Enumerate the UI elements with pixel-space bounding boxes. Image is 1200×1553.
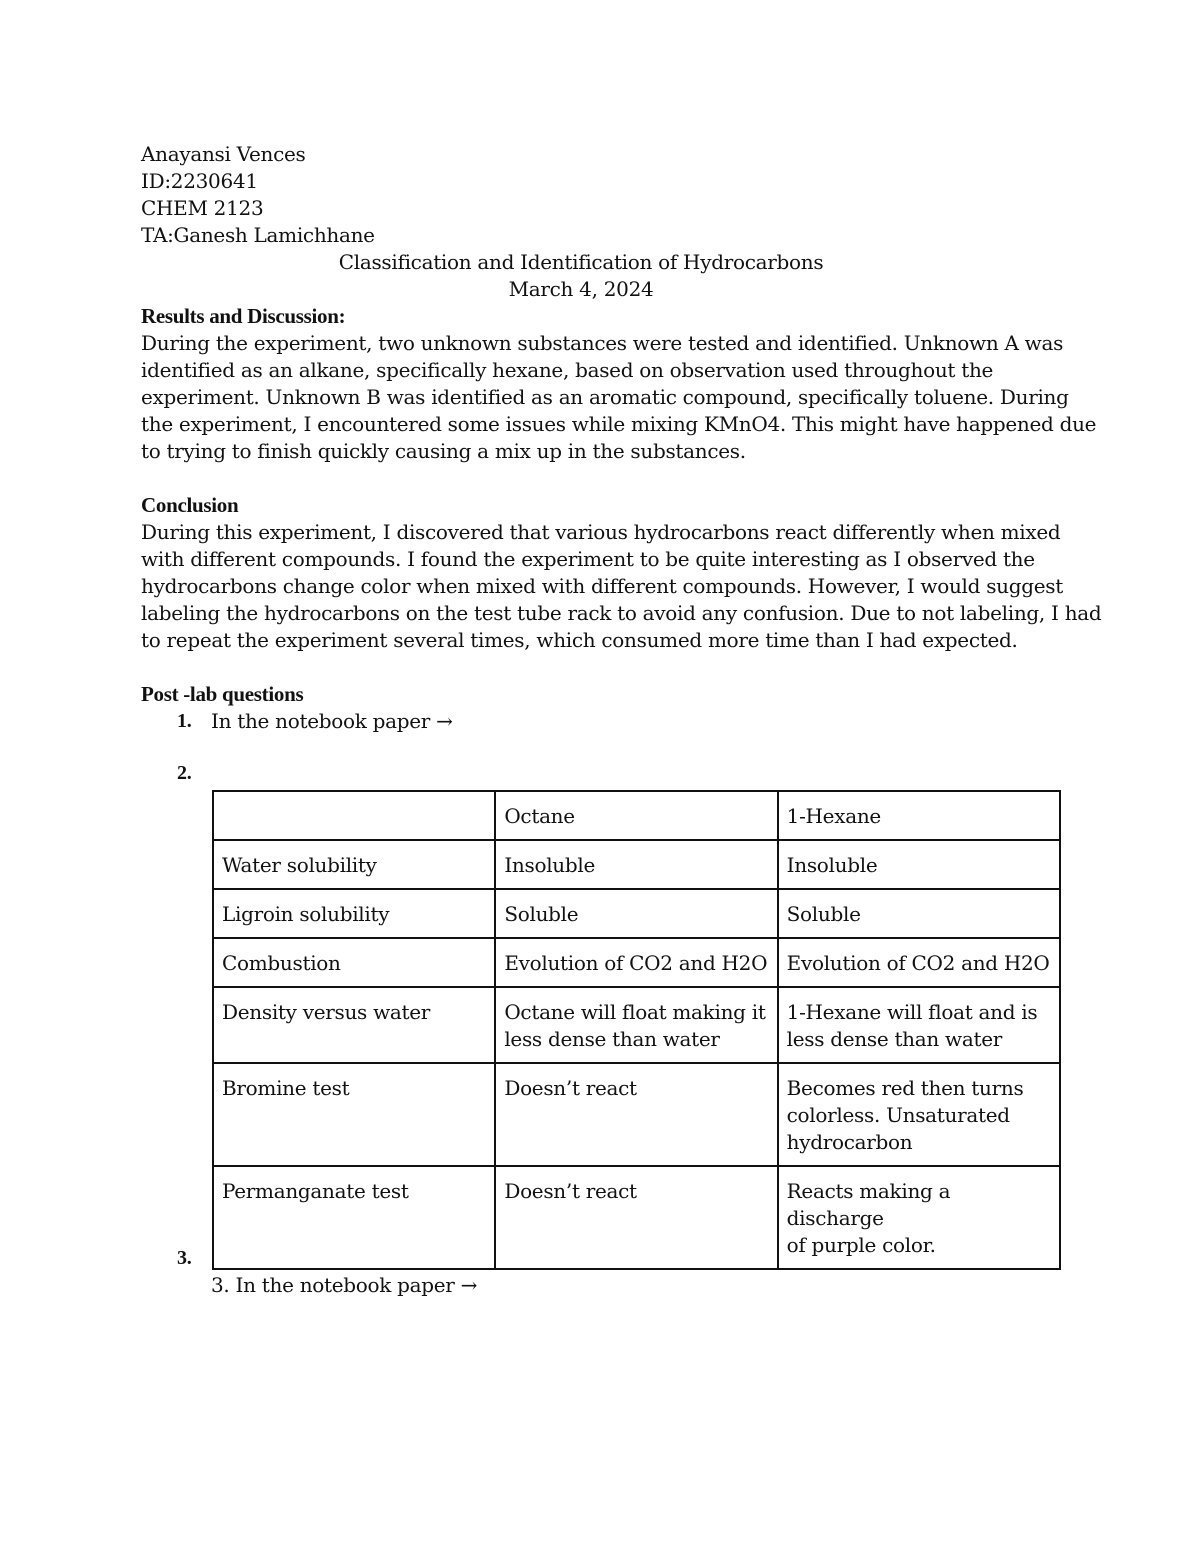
teaching-assistant: TA:Ganesh Lamichhane xyxy=(141,223,375,247)
report-title: Classification and Identification of Hydrocarbons xyxy=(338,250,824,274)
table-cell: Water solubility xyxy=(213,840,495,889)
conclusion-paragraph xyxy=(141,519,1102,654)
question-3-text: 3. In the notebook paper → xyxy=(211,1273,478,1297)
table-cell: Insoluble xyxy=(778,840,1060,889)
question-3-number: 3. xyxy=(177,1247,192,1269)
conclusion-line: During this experiment, I discovered that various hydrocarbons react differently when mixed xyxy=(141,520,1061,544)
table-row xyxy=(213,840,1060,889)
table-cell: Insoluble xyxy=(495,840,777,889)
author-name: Anayansi Vences xyxy=(141,142,306,166)
results-line: experiment. Unknown B was identified as an aromatic compound, specifically toluene. During xyxy=(141,385,1069,409)
results-paragraph xyxy=(141,330,1097,465)
table-cell: 1-Hexane will float and is less dense than water xyxy=(778,987,1060,1063)
table-cell: Octane will float making it less dense than water xyxy=(495,987,777,1063)
table-cell: Density versus water xyxy=(213,987,495,1063)
results-line: to trying to finish quickly causing a mix up in the substances. xyxy=(141,439,746,463)
table-header-cell: 1-Hexane xyxy=(778,791,1060,840)
spacer xyxy=(141,735,1061,762)
report-date: March 4, 2024 xyxy=(508,277,654,301)
table-cell: Evolution of CO2 and H2O xyxy=(495,938,777,987)
question-1 xyxy=(141,708,1061,735)
table-row xyxy=(213,987,1060,1063)
table-header-cell xyxy=(213,791,495,840)
table-cell: Bromine test xyxy=(213,1063,495,1166)
postlab-heading: Post -lab questions xyxy=(141,682,304,706)
conclusion-line: with different compounds. I found the experiment to be quite interesting as I observed the xyxy=(141,547,1035,571)
spacer xyxy=(141,465,1061,492)
table-row xyxy=(213,889,1060,938)
table-cell: Soluble xyxy=(495,889,777,938)
conclusion-line: hydrocarbons change color when mixed with different compounds. However, I would suggest xyxy=(141,574,1063,598)
results-heading: Results and Discussion: xyxy=(141,304,346,328)
table-row xyxy=(213,1063,1060,1166)
table-cell: Doesn’t react xyxy=(495,1166,777,1269)
results-line: identified as an alkane, specifically hexane, based on observation used throughout the xyxy=(141,358,994,382)
conclusion-line: to repeat the experiment several times, which consumed more time than I had expected. xyxy=(141,628,1018,652)
table-cell: Evolution of CO2 and H2O xyxy=(778,938,1060,987)
table-header-cell: Octane xyxy=(495,791,777,840)
postlab-list xyxy=(141,708,1061,789)
table-row xyxy=(213,938,1060,987)
table-cell: Soluble xyxy=(778,889,1060,938)
table-cell: Ligroin solubility xyxy=(213,889,495,938)
table-cell: Doesn’t react xyxy=(495,1063,777,1166)
conclusion-line: labeling the hydrocarbons on the test tube rack to avoid any confusion. Due to not labeling, I had xyxy=(141,601,1102,625)
results-line: the experiment, I encountered some issues while mixing KMnO4. This might have happened due xyxy=(141,412,1097,436)
spacer xyxy=(141,654,1061,681)
conclusion-heading: Conclusion xyxy=(141,493,239,517)
question-2 xyxy=(141,760,1061,787)
student-id: ID:2230641 xyxy=(141,169,258,193)
results-line: During the experiment, two unknown substances were tested and identified. Unknown A was xyxy=(141,331,1064,355)
question-1-text: In the notebook paper → xyxy=(211,709,453,733)
question-1-number: 1. xyxy=(177,710,192,732)
course-code: CHEM 2123 xyxy=(141,196,264,220)
properties-table xyxy=(212,790,1061,1270)
table-cell: Reacts making a discharge of purple color. xyxy=(778,1166,1060,1269)
table-header-row xyxy=(213,791,1060,840)
question-3 xyxy=(141,1245,1061,1299)
table-cell: Permanganate test xyxy=(213,1166,495,1269)
table-cell: Combustion xyxy=(213,938,495,987)
question-3-row xyxy=(141,1245,1061,1272)
question-3-answer-row xyxy=(141,1272,1061,1299)
document-page xyxy=(141,141,1102,1297)
question-2-number: 2. xyxy=(177,762,192,784)
table-cell: Becomes red then turns colorless. Unsaturated hydrocarbon xyxy=(778,1063,1060,1166)
